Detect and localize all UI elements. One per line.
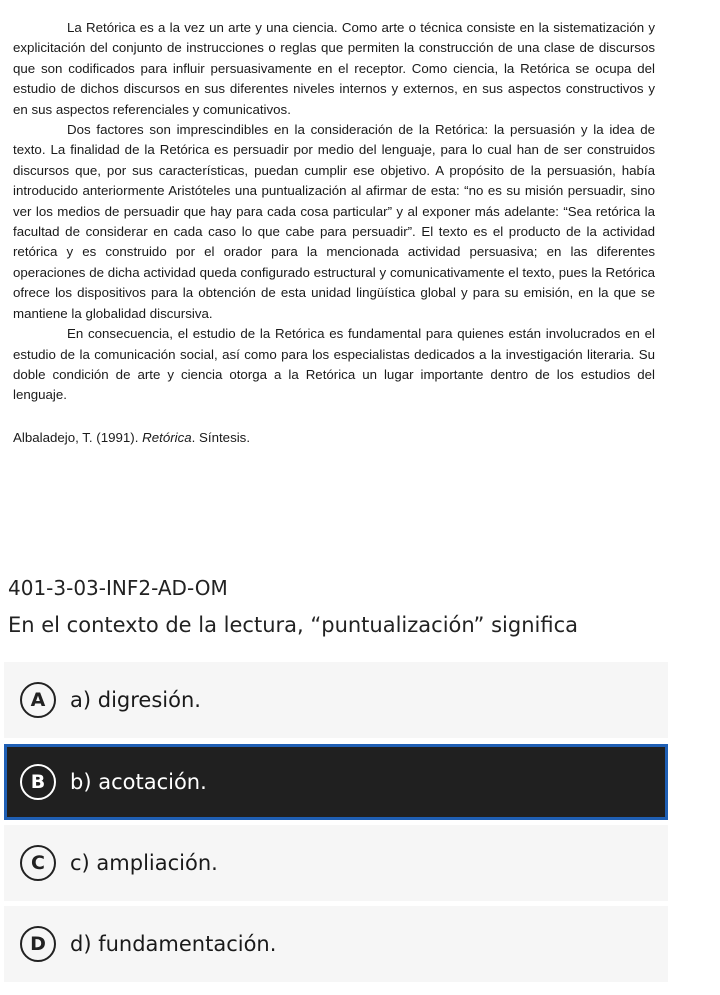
citation-publisher: . Síntesis. [191, 429, 251, 445]
question-id: 401-3-03-INF2-AD-OM [8, 576, 228, 600]
option-c-label: c) ampliación. [70, 851, 218, 875]
option-b-label: b) acotación. [70, 770, 207, 794]
question-text: En el contexto de la lectura, “puntualización” significa [8, 613, 578, 637]
option-a-label: a) digresión. [70, 688, 201, 712]
citation-title: Retórica [142, 429, 192, 445]
option-b-letter-badge: B [20, 764, 56, 800]
option-a[interactable] [4, 662, 668, 738]
option-b[interactable] [4, 744, 668, 820]
option-c-letter-badge: C [20, 845, 56, 881]
option-a-letter-badge: A [20, 682, 56, 718]
reading-paragraph-3: En consecuencia, el estudio de la Retórica es fundamental para quienes están involucrados en el estudio de la comunicación social, así como para los especialistas dedicados a la investigación literaria. Su doble condición de arte y ciencia otorga a la Retórica un lugar importante dentro de los estudios del lenguaje. [13, 326, 655, 403]
citation [13, 428, 655, 448]
option-d-letter-badge: D [20, 926, 56, 962]
citation-author: Albaladejo, T. (1991). [13, 429, 143, 445]
option-d-label: d) fundamentación. [70, 932, 277, 956]
option-c[interactable] [4, 825, 668, 901]
reading-paragraph-1: La Retórica es a la vez un arte y una ciencia. Como arte o técnica consiste en la sistematización y explicitación del conjunto de instrucciones o reglas que permiten la construcción de una clase de discursos que son codificados para influir persuasivamente en el receptor. Como ciencia, la Retórica se ocupa del estudio de dichos discursos en sus diferentes niveles internos y externos, en sus aspectos constructivos y en sus aspectos referenciales y comunicativos. [13, 20, 655, 117]
reading-paragraph-2: Dos factores son imprescindibles en la consideración de la Retórica: la persuasión y la idea de texto. La finalidad de la Retórica es persuadir por medio del lenguaje, para lo cual han de ser construidos discursos que, por sus características, puedan cumplir ese objetivo. A propósito de la persuasión, había introducido anteriormente Aristóteles una puntualización al afirmar de esta: “no es su misión persuadir, sino ver los medios de persuadir que hay para cada cosa particular” y al exponer más adelante: “Sea retórica la facultad de considerar en cada caso lo que cabe para persuadir”. El texto es el producto de la actividad retórica y es construido por el orador para la mencionada actividad persuasiva; en las diferentes operaciones de dicha actividad queda configurado estructural y comunicativamente el texto, pues la Retórica ofrece los dispositivos para la obtención de esta unidad lingüística global y para su emisión, en la que se mantiene la globalidad discursiva. [13, 122, 655, 321]
option-d[interactable] [4, 906, 668, 982]
reading-passage [13, 18, 655, 448]
